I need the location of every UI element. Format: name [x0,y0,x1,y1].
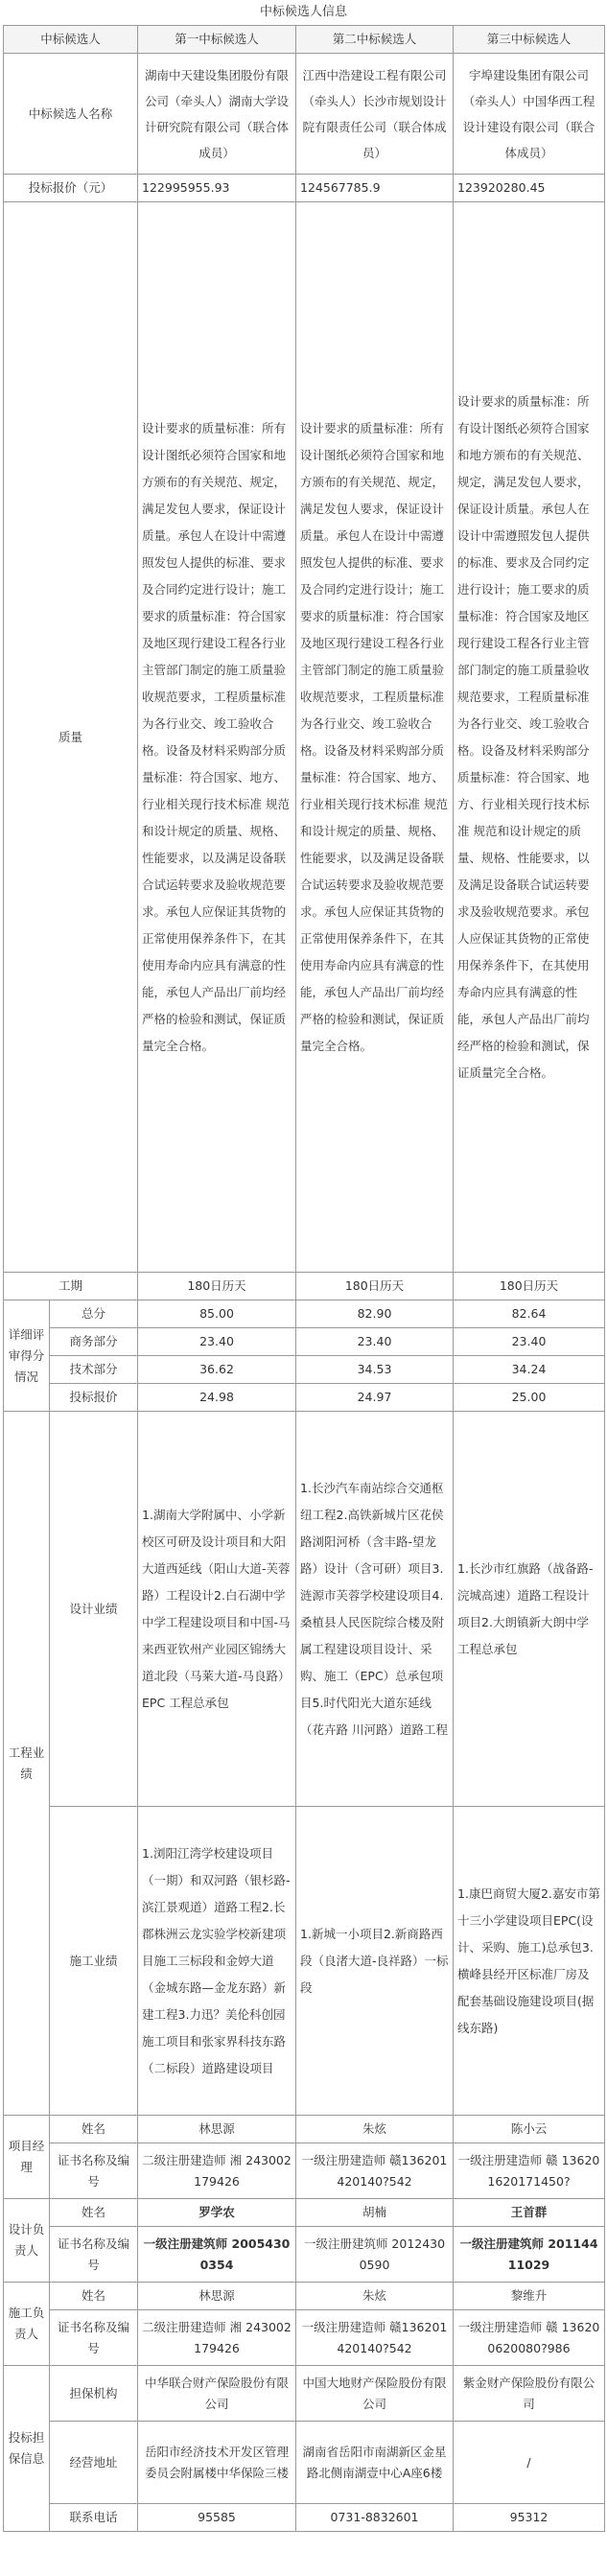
header-label: 中标候选人 [4,26,138,54]
table-row-design-lead-cert [4,2227,605,2283]
cand1-bid: 122995955.93 [138,175,296,202]
cand1-design-lead-cert: 一级注册建筑师 20054300354 [138,2227,296,2283]
table-row-guarantee-org [4,2366,605,2422]
design-performance-label: 设计业绩 [50,1412,138,1807]
cand1-score: 23.40 [138,1328,296,1356]
cand1-score: 85.00 [138,1300,296,1328]
cand1-guarantee-org: 中华联合财产保险股份有限公司 [138,2366,296,2422]
table-row-guarantee-addr [4,2422,605,2504]
cand1-guarantee-phone: 95585 [138,2504,296,2532]
table-row-score-total [4,1300,605,1328]
table-row-pm-cert [4,2143,605,2199]
cand1-guarantee-addr: 岳阳市经济技术开发区管理委员会附属楼中华保险三楼 [138,2422,296,2504]
cand2-design-lead-cert: 一级注册建筑师 20124300590 [296,2227,454,2283]
cand1-score: 24.98 [138,1384,296,1412]
cand3-design-performance: 1.长沙市红旗路（战备路-浣城高速）道路工程设计项目2.大朗镇新大朗中学工程总承包 [454,1412,605,1807]
cand2-design-performance: 1.长沙汽车南站综合交通枢纽工程2.高铁新城片区花侯路浏阳河桥（含丰路-望龙路）设计（含可研）项目3.涟源市芙蓉学校建设项目4.桑植县人民医院综合楼及附属工程建设项目设计、采购、施工（EPC）总承包项目5.时代阳光大道东延线（花卉路 川河路）道路工程 [296,1412,454,1807]
cand2-construction-performance: 1.新城一小项目2.新商路西段（良渚大道-良祥路）一标段 [296,1807,454,2116]
cand3-guarantee-org: 紫金财产保险股份有限公司 [454,2366,605,2422]
cand2-guarantee-addr: 湖南省岳阳市南湖新区金星路北侧南湖壹中心A座6楼 [296,2422,454,2504]
table-row-construction-lead-cert [4,2310,605,2366]
cand1-pm-cert: 二级注册建造师 湘 243002179426 [138,2143,296,2199]
table-row-period [4,1273,605,1300]
cand3-guarantee-phone: 95312 [454,2504,605,2532]
cand3-construction-lead-cert: 一级注册建造师 赣 136200620080?986 [454,2310,605,2366]
table-row-design-performance [4,1412,605,1807]
cand3-construction-performance: 1.康巴商贸大厦2.嘉安市第十三小学建设项目EPC(设计、采购、施工)总承包3.横峰县经开区标准厂房及配套基础设施建设项目(据线东路) [454,1807,605,2116]
design-lead-cert-label: 证书名称及编号 [50,2227,138,2283]
table-row-design-lead-name [4,2199,605,2227]
cand1-score: 36.62 [138,1356,296,1384]
row-label-quality: 质量 [4,202,138,1273]
cand3-pm-cert: 一级注册建造师 赣 136201620171450? [454,2143,605,2199]
candidate-table [3,25,605,2532]
cand2-score: 23.40 [296,1328,454,1356]
table-row-construction-performance [4,1807,605,2116]
cand3-bid: 123920280.45 [454,175,605,202]
cand1-period: 180日历天 [138,1273,296,1300]
row-label-pm: 项目经理 [4,2116,50,2199]
cand2-construction-lead-cert: 一级注册建造师 赣136201420140?542 [296,2310,454,2366]
row-label-guarantee: 投标担保信息 [4,2366,50,2532]
cand1-design-lead-name: 罗学农 [138,2199,296,2227]
header-cand1: 第一中标候选人 [138,26,296,54]
row-label-construction-lead: 施工负责人 [4,2283,50,2366]
score-label: 投标报价 [50,1384,138,1412]
table-row-score-business [4,1328,605,1356]
cand1-design-performance: 1.湖南大学附属中、小学新校区可研及设计项目和大阳大道西延线（阳山大道-芙蓉路）工程设计2.白石湖中学中学工程建设项目和中国-马来西亚钦州产业园区锦绣大道北段（马莱大道-马良路）EPC 工程总承包 [138,1412,296,1807]
score-label: 技术部分 [50,1356,138,1384]
construction-lead-name-label: 姓名 [50,2283,138,2310]
cand2-period: 180日历天 [296,1273,454,1300]
cand3-pm-name: 陈小云 [454,2116,605,2143]
cand1-construction-performance: 1.浏阳江湾学校建设项目（一期）和双河路（银杉路-滨江景观道）道路工程2.长郡株洲云龙实验学校新建项目施工三标段和金婷大道（金城东路—金龙东路）新建工程3.力迅？美伦科创园施工项目和张家界科技东路（二标段）道路建设项目 [138,1807,296,2116]
cand2-quality: 设计要求的质量标准：所有设计图纸必须符合国家和地方颁布的有关规范、规定，满足发包人要求，保证设计质量。承包人在设计中需遵照发包人提供的标准、要求及合同约定进行设计；施工要求的质量标准：符合国家及地区现行建设工程各行业主管部门制定的施工质量验收规范要求，工程质量标准为各行业交、竣工验收合格。设备及材料采购部分质量标准：符合国家、地方、行业相关现行技术标准 规范和设计规定的质量、规格、性能要求，以及满足设备联合试运转要求及验收规范要求。承包人应保证其货物的正常使用保养条件下，在其使用寿命内应具有满意的性能，承包人产品出厂前均经严格的检验和测试，保证质量完全合格。 [296,202,454,1273]
table-row-construction-lead-name [4,2283,605,2310]
cand3-score: 25.00 [454,1384,605,1412]
guarantee-addr-label: 经营地址 [50,2422,138,2504]
table-row-name [4,54,605,175]
cand3-score: 23.40 [454,1328,605,1356]
construction-lead-cert-label: 证书名称及编号 [50,2310,138,2366]
guarantee-phone-label: 联系电话 [50,2504,138,2532]
cand3-score: 34.24 [454,1356,605,1384]
cand1-quality: 设计要求的质量标准：所有设计图纸必须符合国家和地方颁布的有关规范、规定，满足发包人要求，保证设计质量。承包人在设计中需遵照发包人提供的标准、要求及合同约定进行设计；施工要求的质量标准：符合国家及地区现行建设工程各行业主管部门制定的施工质量验收规范要求，工程质量标准为各行业交、竣工验收合格。设备及材料采购部分质量标准：符合国家、地方、行业相关现行技术标准 规范和设计规定的质量、规格、性能要求，以及满足设备联合试运转要求及验收规范要求。承包人应保证其货物的正常使用保养条件下，在其使用寿命内应具有满意的性能，承包人产品出厂前均经严格的检验和测试，保证质量完全合格。 [138,202,296,1273]
score-label: 商务部分 [50,1328,138,1356]
pm-cert-label: 证书名称及编号 [50,2143,138,2199]
cand1-construction-lead-name: 林思源 [138,2283,296,2310]
cand3-guarantee-addr: / [454,2422,605,2504]
row-label-scores: 详细评审得分情况 [4,1300,50,1412]
header-cand2: 第二中标候选人 [296,26,454,54]
cand3-name: 宇埠建设集团有限公司（牵头人）中国华西工程设计建设有限公司（联合体成员） [454,54,605,175]
row-label-period: 工期 [4,1273,138,1300]
row-label-performance: 工程业绩 [4,1412,50,2116]
cand2-name: 江西中浩建设工程有限公司（牵头人）长沙市规划设计院有限责任公司（联合体成员） [296,54,454,175]
cand1-construction-lead-cert: 二级注册建造师 湘 243002179426 [138,2310,296,2366]
header-cand3: 第三中标候选人 [454,26,605,54]
table-row-bid [4,175,605,202]
table-row-quality [4,202,605,1273]
table-row-score-technical [4,1356,605,1384]
cand2-construction-lead-name: 朱炫 [296,2283,454,2310]
cand2-pm-cert: 一级注册建造师 赣136201420140?542 [296,2143,454,2199]
row-label-design-lead: 设计负责人 [4,2199,50,2283]
row-label-bid: 投标报价（元） [4,175,138,202]
construction-performance-label: 施工业绩 [50,1807,138,2116]
table-row-score-price [4,1384,605,1412]
cand3-quality: 设计要求的质量标准：所有设计图纸必须符合国家和地方颁布的有关规范、规定，满足发包人要求，保证设计质量。承包人在设计中需遵照发包人提供的标准、要求及合同约定进行设计；施工要求的质量标准：符合国家及地区现行建设工程各行业主管部门制定的施工质量验收规范要求，工程质量标准为各行业交、竣工验收合格。设备及材料采购部分质量标准：符合国家、地方、行业相关现行技术标准 规范和设计规定的质量、规格、性能要求，以及满足设备联合试运转要求及验收规范要求。承包人应保证其货物的正常使用保养条件下，在其使用寿命内应具有满意的性能，承包人产品出厂前均经严格的检验和测试，保证质量完全合格。 [454,202,605,1273]
cand3-score: 82.64 [454,1300,605,1328]
cand2-guarantee-org: 中国大地财产保险股份有限公司 [296,2366,454,2422]
cand3-design-lead-cert: 一级注册建筑师 20114411029 [454,2227,605,2283]
cand3-design-lead-name: 王首群 [454,2199,605,2227]
table-row-pm-name [4,2116,605,2143]
cand3-construction-lead-name: 黎维升 [454,2283,605,2310]
table-header-row [4,26,605,54]
guarantee-org-label: 担保机构 [50,2366,138,2422]
score-label: 总分 [50,1300,138,1328]
cand2-bid: 124567785.9 [296,175,454,202]
page-title: 中标候选人信息 [259,5,347,19]
cand2-score: 24.97 [296,1384,454,1412]
cand2-design-lead-name: 胡楠 [296,2199,454,2227]
row-label-name: 中标候选人名称 [4,54,138,175]
cand2-score: 82.90 [296,1300,454,1328]
cand3-period: 180日历天 [454,1273,605,1300]
pm-name-label: 姓名 [50,2116,138,2143]
cand1-pm-name: 林思源 [138,2116,296,2143]
cand1-name: 湖南中天建设集团股份有限公司（牵头人）湖南大学设计研究院有限公司（联合体成员） [138,54,296,175]
design-lead-name-label: 姓名 [50,2199,138,2227]
cand2-guarantee-phone: 0731-8832601 [296,2504,454,2532]
cand2-pm-name: 朱炫 [296,2116,454,2143]
cand2-score: 34.53 [296,1356,454,1384]
table-row-guarantee-phone [4,2504,605,2532]
